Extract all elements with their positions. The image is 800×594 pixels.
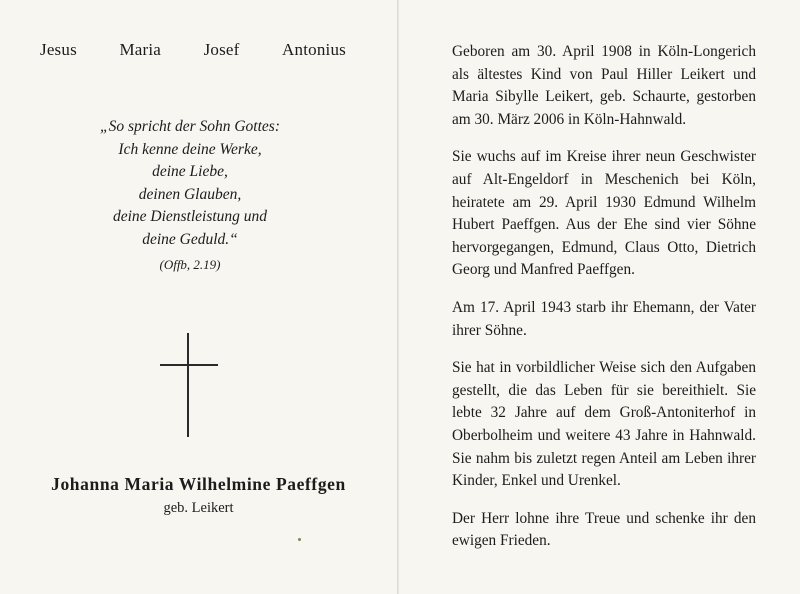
biography-paragraph: Sie wuchs auf im Kreise ihrer neun Geschwister auf Alt-Engeldorf in Meschenich bei Köln, heiratete am 29. April 1930 Edmund Wilhelm Hubert Paeffgen. Aus der Ehe sind vier Söhne hervorgegangen, Edmund, Claus Otto, Dietrich Georg und Manfred Paeffgen. [452, 148, 756, 279]
quote-line: deine Geduld.“ [142, 230, 238, 248]
deceased-name: Johanna Maria Wilhelmine Paeffgen [51, 474, 346, 494]
cross-icon [160, 333, 220, 437]
quote-line: deinen Glauben, [138, 185, 242, 203]
biography-paragraph: Der Herr lohne ihre Treue und schenke ihr den ewigen Frieden. [452, 509, 756, 550]
maiden-name: geb. Leikert [163, 500, 234, 516]
quote-line: „So spricht der Sohn Gottes: [100, 118, 280, 135]
biography-paragraph: Am 17. April 1943 starb ihr Ehemann, der Vater ihrer Söhne. [452, 298, 756, 339]
bible-quote [72, 116, 308, 276]
quote-reference: (Offb, 2.19) [159, 256, 221, 272]
paper-speck [298, 538, 301, 541]
saints-line [40, 40, 346, 60]
biography [452, 41, 756, 568]
saint-name: Antonius [282, 40, 346, 59]
card-fold [397, 0, 399, 594]
saint-name: Jesus [40, 40, 77, 59]
saint-name: Josef [203, 40, 240, 59]
left-panel [0, 0, 397, 594]
quote-line: deine Liebe, [152, 163, 228, 181]
saint-name: Maria [119, 40, 162, 59]
biography-paragraph: Sie hat in vorbildlicher Weise sich den Aufgaben gestellt, die das Leben für sie bereithielt. Sie lebte 32 Jahre auf dem Groß-Antoniterhof in Oberbolheim und weitere 43 Jahre in Hahnwald. Sie nahm bis zuletzt regen Anteil am Leben ihrer Kinder, Enkel und Urenkel. [452, 359, 756, 490]
quote-line: deine Dienstleistung und [112, 208, 268, 226]
biography-paragraph: Geboren am 30. April 1908 in Köln-Longerich als ältestes Kind von Paul Hiller Leikert und Maria Sibylle Leikert, geb. Schaurte, gestorben am 30. März 2006 in Köln-Hahnwald. [452, 43, 756, 128]
quote-line: Ich kenne deine Werke, [118, 140, 262, 158]
right-panel [402, 0, 800, 594]
